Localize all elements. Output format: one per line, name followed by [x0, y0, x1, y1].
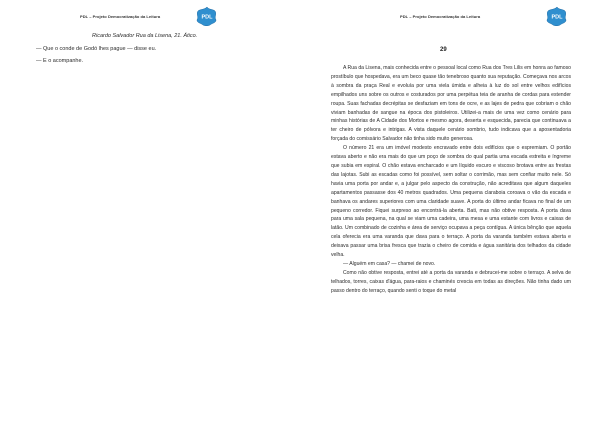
logo-text: PDL: [201, 14, 213, 21]
page-header: PDL – Projeto Democratização da Leitura: [400, 14, 481, 19]
dialogue-line: — E o acompanhe.: [36, 58, 84, 64]
logo-text: PDL: [551, 14, 563, 21]
dialogue-line: — Que o conde de Godó lhes pague — disse eu.: [36, 46, 157, 52]
epigraph: Ricardo Salvador Rua da Lisena, 21. Ático.: [92, 33, 198, 39]
page-header: PDL – Projeto Democratização da Leitura: [80, 14, 161, 19]
pdl-logo-icon: [196, 6, 218, 26]
body-text: [331, 64, 571, 296]
paragraph: Como não obtive resposta, entrei até a porta da varanda e debrucei-me sobre o terraço. A selva de telhados, torres, caixas d'água, para-raios e chaminés crescia em todas as direções. Não tinha dado um passo dentro do terraço, quando senti o toque do metal: [331, 269, 571, 294]
paragraph: A Rua da Lisena, mais conhecida entre o pessoal local como Rua dos Tres Lilis em honra ao famoso prostíbulo que hospedava, era um beco quase tão tenebroso quanto sua reputação. Começava nos arcos à sombra da praça Real e evoluía por uma viela úmida e alheia à luz do sol entre velhos edifícios empilhados uns sobre os outros e costurados por uma perpétua teia de aranha de cordas para estender roupa. Suas fachadas decrépitas se desfaziam em tons de ocre, e as lajes de pedra que cobriam o chão viviam banhadas de sangue na época dos pistoleiros. Utilizei-a mais de uma vez como cenário para minhas histórias de A Cidade dos Mortos e mesmo agora, deserta e esquecida, parecia que continuava a ter cheiro de pólvora e intrigas. A vista daquele cenário sombrio, tudo indicava que a aposentadoria forçada do comissário Salvador não tinha sido muito generosa.: [331, 65, 571, 143]
pdl-logo-icon: [546, 6, 568, 26]
right-page: [300, 0, 600, 424]
paragraph: — Alguém em casa? — chamei de novo.: [343, 260, 436, 267]
page-number: 29: [440, 47, 447, 53]
paragraph: O número 21 era um imóvel modesto encravado entre dois edifícios que o espremiam. O portão estava aberto e não era mais do que um poço de sombra do qual partia uma escada estreita e íngreme que subia em espiral. O chão estava encharcado e um líquido escuro e viscoso brotava entre as frestas das lajotas. Subi as escadas como foi possível, sem soltar o corrimão, mas sem confiar muito nele. Só havia uma porta por andar e, a julgar pelo aspecto da construção, não acreditava que algum daqueles apartamentos passasse dos 40 metros quadrados. Uma pequena claraboia coroava o vão da escada e banhava os andares superiores com uma claridade suave. A porta do último andar ficava no final de um pequeno corredor. Fiquei surpreso ao encontrá-la aberta. Bati, mas não obtive resposta. A porta dava para uma sala pequena, na qual se viam uma cadeira, uma mesa e uma estante com livros e caixas de latão. Um combinado de cozinha e área de serviço ocupava a peça contígua. A única bênção que aquela cela oferecia era uma varanda que dava para o terraço. A porta da varanda também estava aberta e deixava passar uma brisa fresca que trazia o cheiro de comida e água sanitária dos telhados da cidade velha.: [331, 145, 571, 259]
